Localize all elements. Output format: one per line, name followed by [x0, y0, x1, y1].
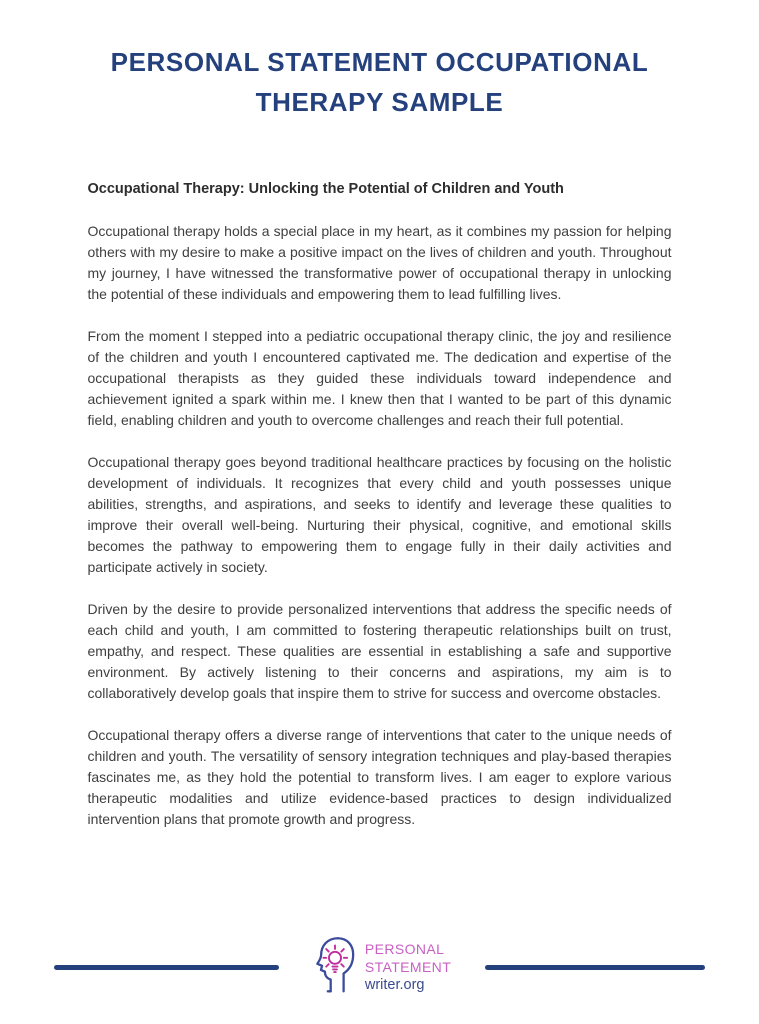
paragraph: Driven by the desire to provide personalized interventions that address the specific needs of each child and youth, I am committed to fostering therapeutic relationships built on trust, empathy, and respect. These qualities are essential in establishing a safe and supportive environment. By actively listening to their concerns and aspirations, my aim is to collaboratively develop goals that inspire them to strive for success and overcome obstacles. [87, 601, 672, 701]
brand-logo-text [365, 940, 451, 995]
brand-domain: writer.org [364, 977, 425, 993]
document-body [88, 179, 672, 830]
paragraph: Occupational therapy holds a special place in my heart, as it combines my passion for helping others with my desire to make a positive impact on the lives of children and youth. Throughout my journey, I have witnessed the transformative power of occupational therapy in unlocking the potential of these individuals and empowering them to lead fulfilling lives. [87, 223, 672, 302]
section-heading: Occupational Therapy: Unlocking the Potential of Children and Youth [87, 181, 564, 197]
paragraph: Occupational therapy goes beyond traditional healthcare practices by focusing on the holistic development of individuals. It recognizes that every child and youth possesses unique abilities, strengths, and aspirations, and seeks to identify and leverage these qualities to improve their overall well-being. Nurturing their physical, cognitive, and emotional skills becomes the pathway to empowering them to engage fully in their daily activities and participate actively in society. [87, 454, 672, 575]
footer-divider-right [485, 965, 705, 970]
paragraph: Occupational therapy offers a diverse range of interventions that cater to the unique needs of children and youth. The versatility of sensory integration techniques and play-based therapies fascinates me, as they hold the potential to transform lives. I am eager to explore various therapeutic modalities and utilize evidence-based practices to design individualized intervention plans that promote growth and progress. [87, 727, 672, 827]
footer-divider-left [54, 965, 279, 970]
page-title: PERSONAL STATEMENT OCCUPATIONAL THERAPY SAMPLE [110, 47, 649, 117]
brand-logo [313, 935, 451, 1000]
brand-name-line1: PERSONAL [364, 941, 445, 957]
page-footer [0, 935, 759, 1000]
brand-name-line2: STATEMENT [364, 959, 452, 975]
paragraph: From the moment I stepped into a pediatric occupational therapy clinic, the joy and resilience of the children and youth I encountered captivated me. The dedication and expertise of the occupational therapists as they guided these individuals toward independence and achievement ignited a spark within me. I knew then that I wanted to be part of this dynamic field, enabling children and youth to overcome challenges and reach their full potential. [87, 328, 672, 428]
head-lightbulb-icon [313, 935, 357, 1000]
